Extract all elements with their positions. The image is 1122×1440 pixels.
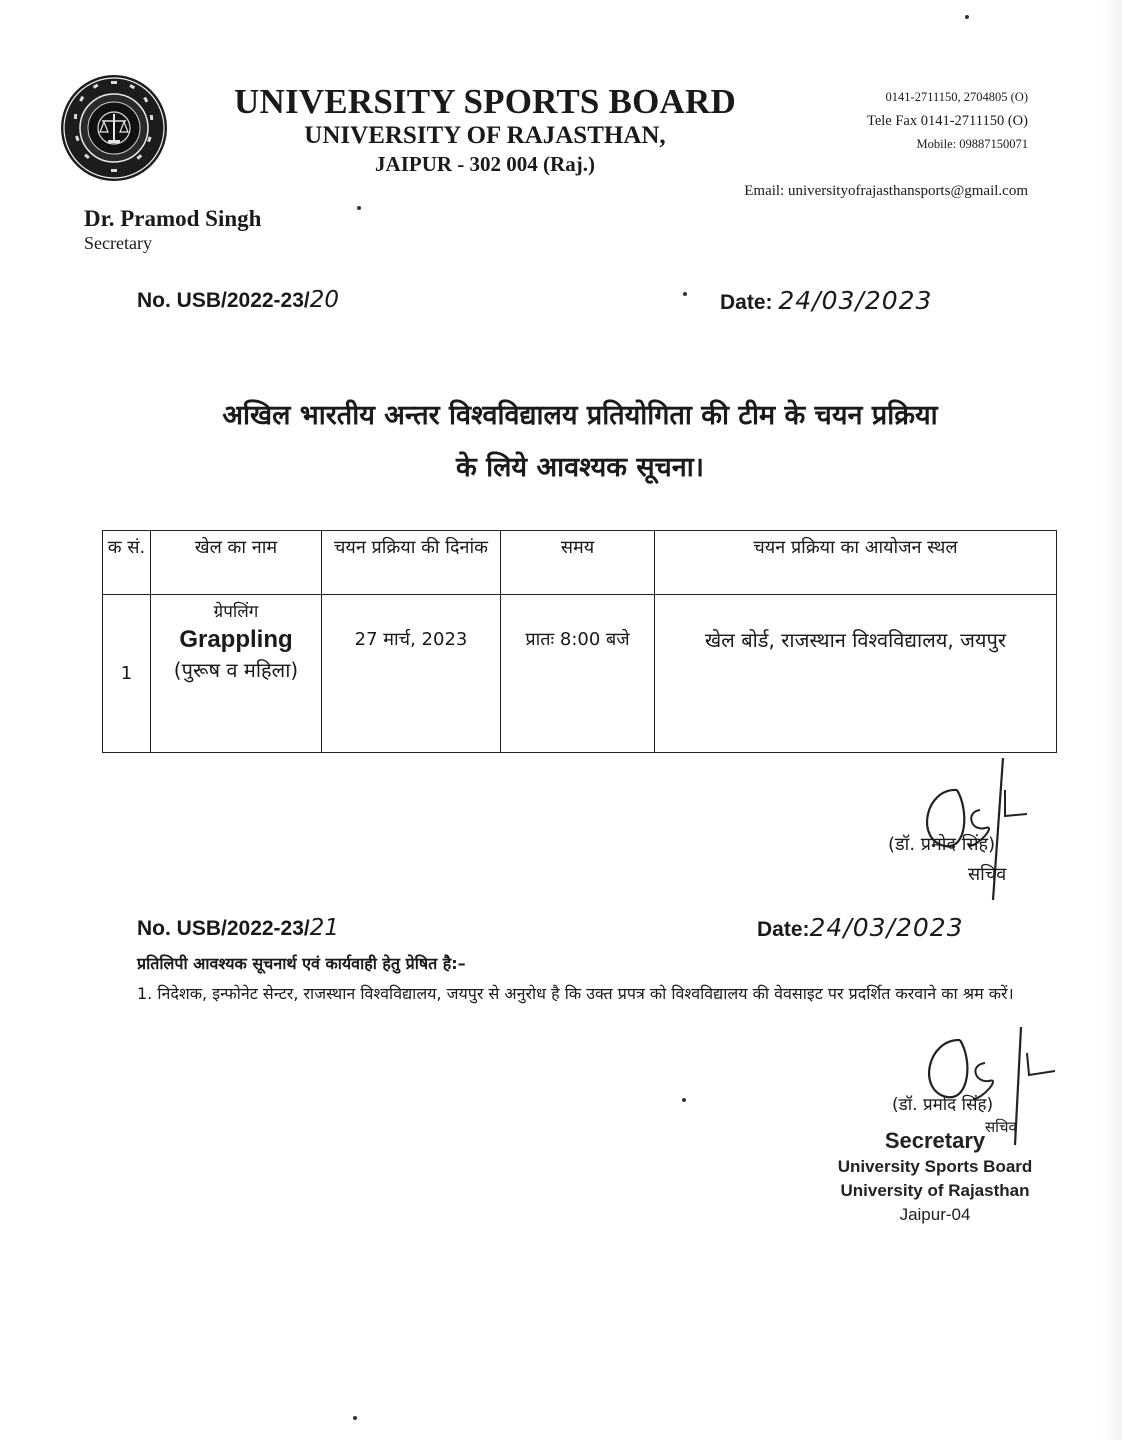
copy-reference-number — [137, 915, 339, 941]
university-name: UNIVERSITY OF RAJASTHAN, — [304, 122, 666, 149]
email-address: Email: universityofrajasthansports@gmail.com — [744, 183, 1028, 199]
reference-number — [137, 287, 339, 313]
copy-date-label: Date: — [757, 918, 810, 941]
board-title: UNIVERSITY SPORTS BOARD — [234, 82, 736, 121]
selection-schedule-table — [102, 530, 1057, 753]
copy-date-value: 24/03/2023 — [809, 913, 964, 942]
table-row — [103, 595, 1057, 753]
scan-speck — [682, 1098, 686, 1102]
table-header-row — [103, 531, 1057, 595]
copy-forwarded-note: प्रतिलिपी आवश्यक सूचनार्थ एवं कार्यवाही हेतु प्रेषित है:– — [137, 954, 466, 973]
header-sport-name: खेल का नाम — [151, 531, 322, 595]
sport-name-hindi: ग्रेपलिंग — [213, 602, 259, 622]
signatory-name: (डॉ. प्रमोद सिंह) — [888, 834, 996, 855]
reference-date-value: 24/03/2023 — [778, 286, 933, 315]
university-seal-logo — [60, 74, 168, 182]
scan-speck — [353, 1416, 357, 1420]
handwritten-signature-1 — [905, 750, 1035, 910]
copy-reference-label: No. USB/2022-23/ — [137, 917, 310, 940]
signatory-name-2: (डॉ. प्रमोद सिंह) — [892, 1095, 994, 1115]
header-time: समय — [501, 531, 655, 595]
scan-speck — [683, 292, 687, 296]
reference-date-label: Date: — [720, 291, 779, 314]
notice-subject — [90, 390, 1070, 494]
reference-number-label: No. USB/2022-23/ — [137, 289, 310, 312]
university-address: JAIPUR - 302 004 (Raj.) — [375, 152, 595, 176]
cell-serial: 1 — [103, 595, 151, 753]
secretary-name: Dr. Pramod Singh — [84, 206, 262, 231]
header-selection-date: चयन प्रक्रिया की दिनांक — [322, 531, 501, 595]
cell-time: प्रातः 8:00 बजे — [501, 595, 655, 753]
page-edge-shadow — [1100, 0, 1122, 1440]
sport-name-english: Grappling — [179, 626, 293, 653]
copy-reference-date — [757, 913, 964, 942]
reference-number-value: 20 — [309, 287, 340, 313]
stamp-board: University Sports Board — [837, 1157, 1033, 1176]
header-venue: चयन प्रक्रिया का आयोजन स्थल — [655, 531, 1057, 595]
cell-venue: खेल बोर्ड, राजस्थान विश्वविद्यालय, जयपुर — [655, 595, 1057, 753]
reference-date — [720, 286, 932, 315]
stamp-secretary: Secretary — [884, 1128, 986, 1153]
cell-sport — [151, 595, 322, 753]
signatory-title-hindi-2: सचिव — [985, 1118, 1017, 1136]
copy-reference-value: 21 — [309, 915, 340, 941]
cell-date: 27 मार्च, 2023 — [322, 595, 501, 753]
secretary-title: Secretary — [84, 233, 152, 253]
stamp-city: Jaipur-04 — [899, 1205, 971, 1224]
scan-speck — [357, 206, 361, 210]
signatory-title: सचिव — [968, 864, 1007, 885]
sport-category: (पुरूष व महिला) — [173, 658, 299, 682]
subject-line-1: अखिल भारतीय अन्तर विश्वविद्यालय प्रतियोगिता की टीम के चयन प्रक्रिया — [222, 400, 938, 431]
fax-number: Tele Fax 0141-2711150 (O) — [866, 113, 1028, 129]
subject-line-2: के लिये आवश्यक सूचना। — [456, 452, 704, 483]
phone-number: 0141-2711150, 2704805 (O) — [885, 90, 1028, 104]
copy-recipient-item: 1. निदेशक, इन्फोनेट सेन्टर, राजस्थान विश्वविद्यालय, जयपुर से अनुरोध है कि उक्त प्रपत्र को विश्वविद्यालय की वेवसाइट पर प्रदर्शित करवाने का श्रम करें। — [137, 984, 1014, 1003]
header-serial: क सं. — [103, 531, 151, 595]
scan-speck — [965, 15, 969, 19]
mobile-number: Mobile: 09887150071 — [916, 137, 1028, 151]
stamp-university: University of Rajasthan — [840, 1181, 1030, 1200]
